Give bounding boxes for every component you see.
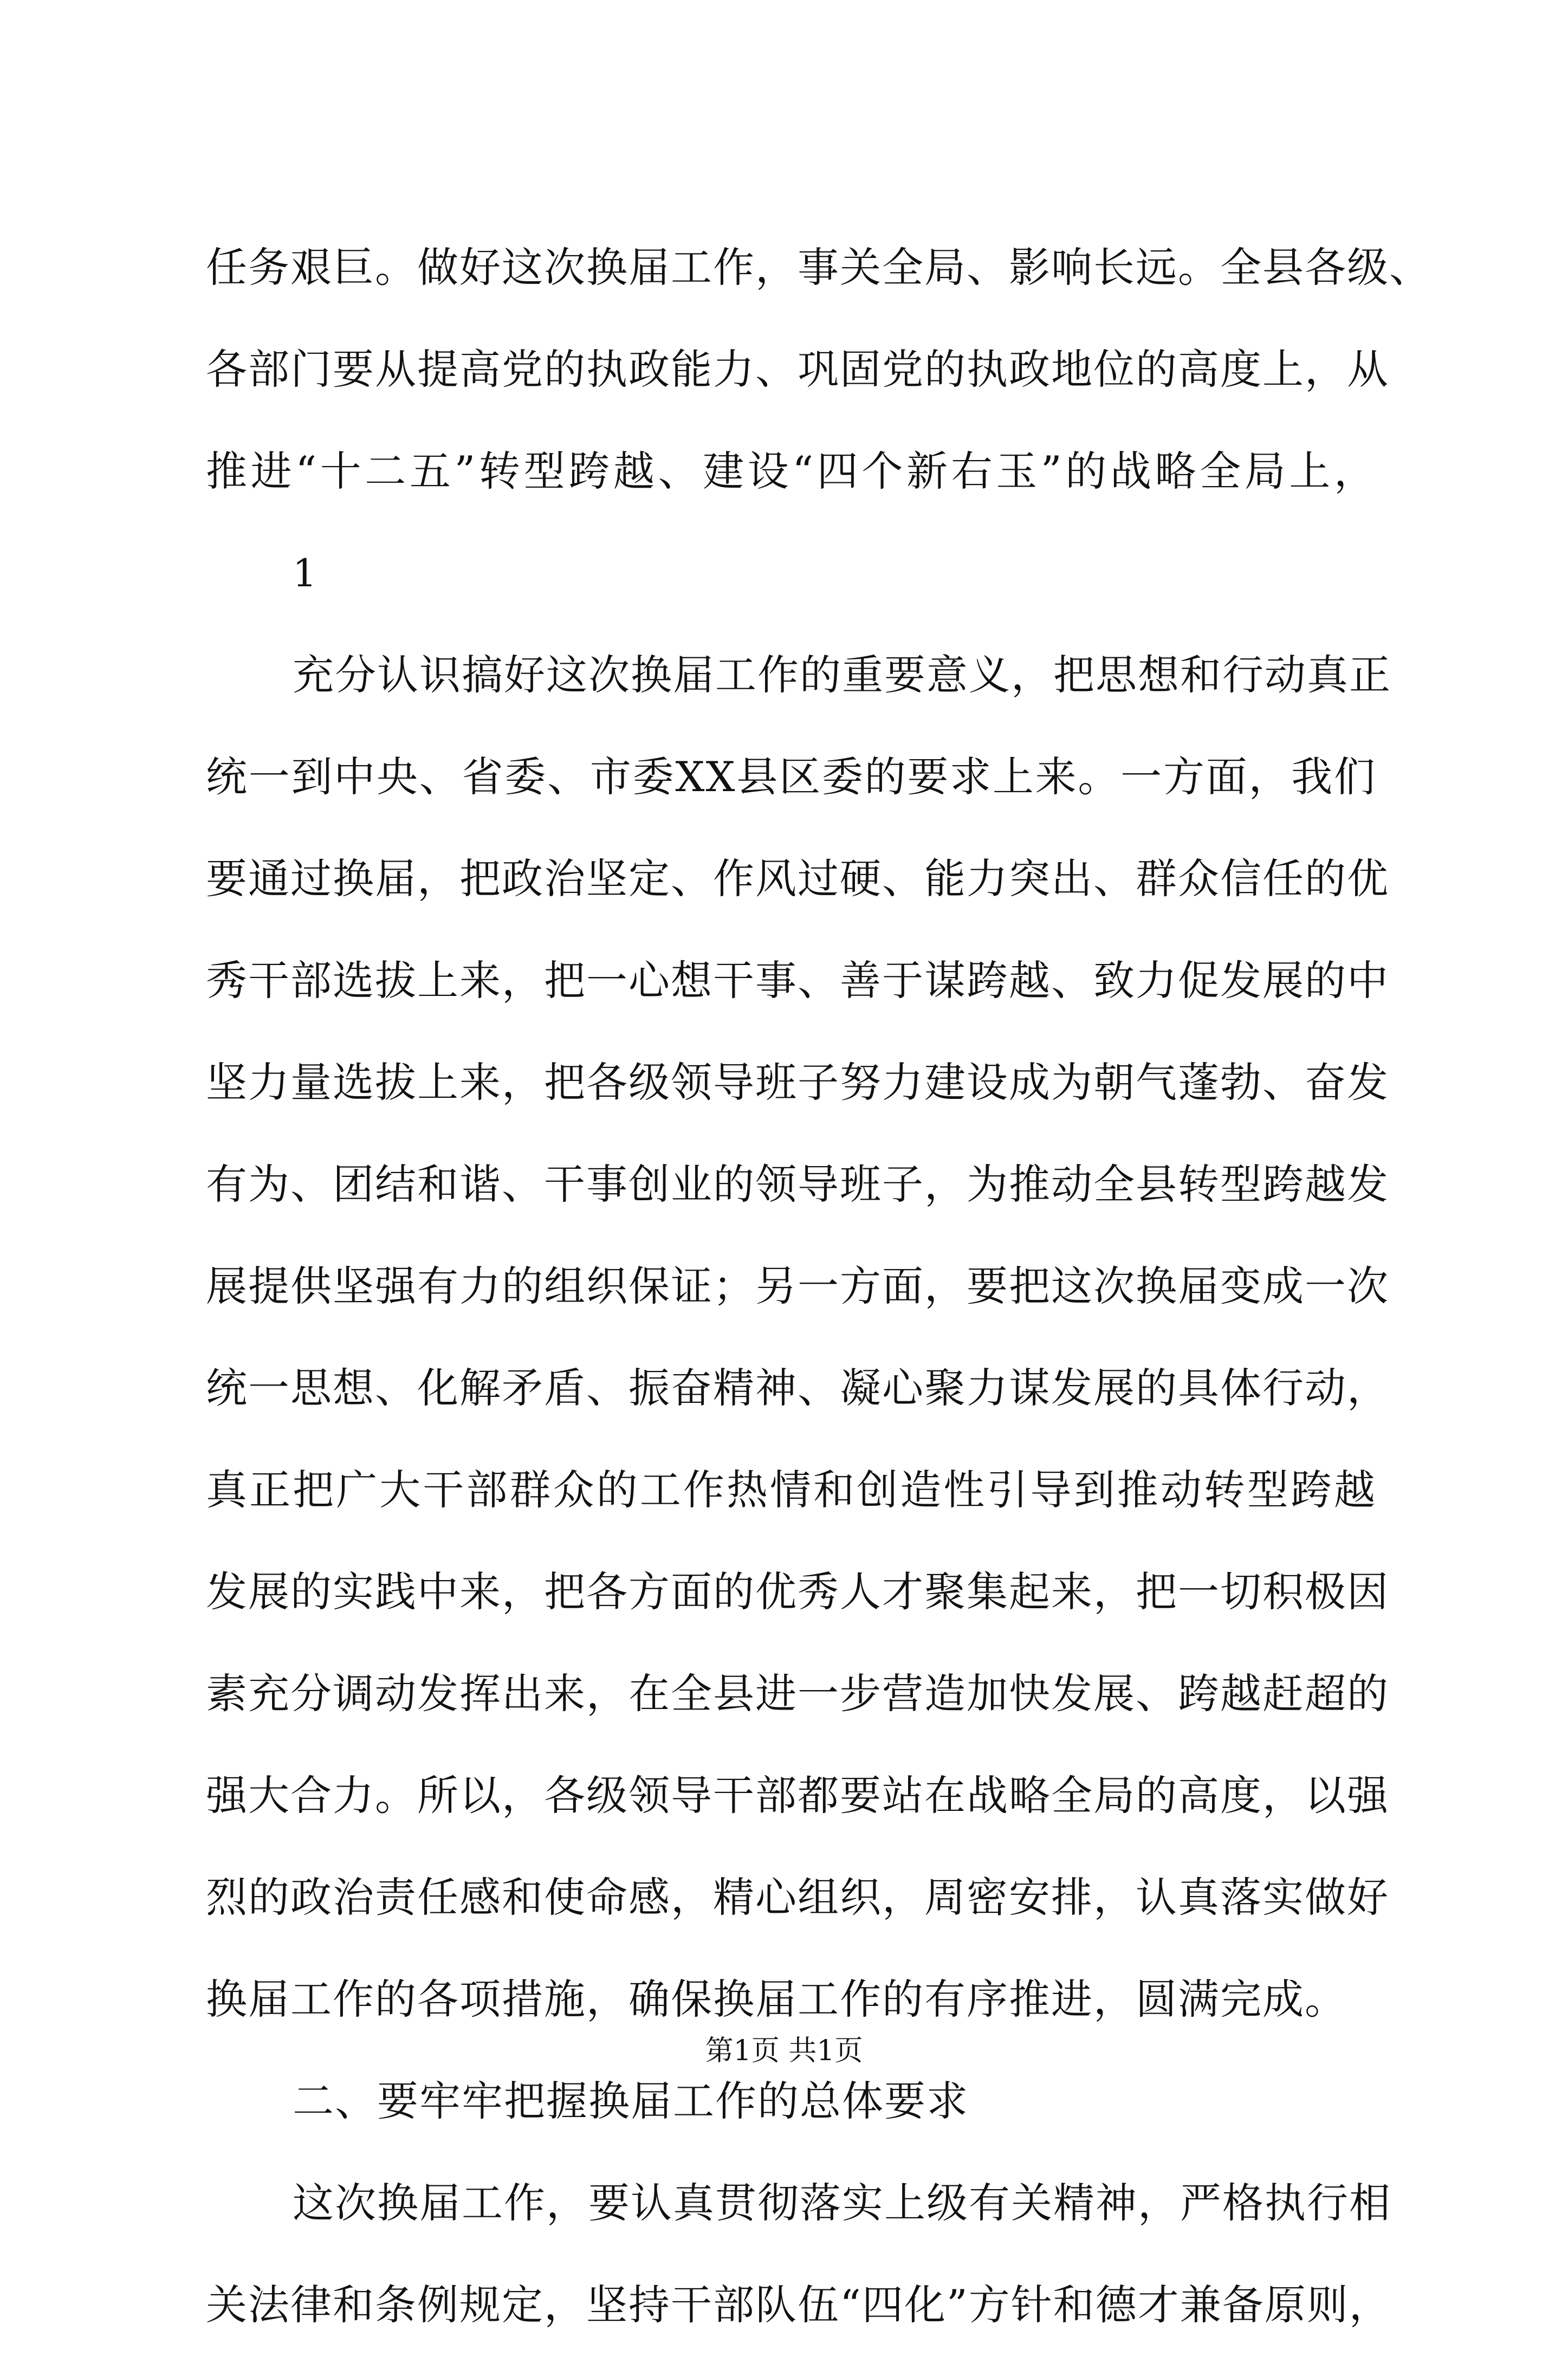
text-line: 秀干部选拔上来，把一心想干事、善于谋跨越、致力促发展的中 xyxy=(206,956,1389,1005)
text-line: 统一到中央、省委、市委XX县区委的要求上来。一方面，我们 xyxy=(206,753,1376,801)
text-line: 任务艰巨。做好这次换届工作，事关全局、影响长远。全县各级、 xyxy=(206,243,1431,292)
text-line: 展提供坚强有力的组织保证；另一方面，要把这次换届变成一次 xyxy=(206,1262,1389,1310)
text-line: 烈的政治责任感和使命感，精心组织，周密安排，认真落实做好 xyxy=(206,1873,1389,1921)
paragraph-first-line: 充分认识搞好这次换届工作的重要意义，把思想和行动真正 xyxy=(293,651,1391,699)
section-heading: 二、要牢牢把握换届工作的总体要求 xyxy=(293,2077,969,2125)
text-line: 推进“十二五”转型跨越、建设“四个新右玉”的战略全局上， xyxy=(206,447,1376,495)
text-line: 真正把广大干部群众的工作热情和创造性引导到推动转型跨越 xyxy=(206,1466,1376,1514)
text-line: 统一思想、化解矛盾、振奋精神、凝心聚力谋发展的具体行动， xyxy=(206,1364,1389,1412)
text-line: 要通过换届，把政治坚定、作风过硬、能力突出、群众信任的优 xyxy=(206,855,1389,903)
paragraph-first-line: 这次换届工作，要认真贯彻落实上级有关精神，严格执行相 xyxy=(293,2179,1391,2227)
text-line: 有为、团结和谐、干事创业的领导班子，为推动全县转型跨越发 xyxy=(206,1160,1389,1208)
text-line: 各部门要从提高党的执政能力、巩固党的执政地位的高度上，从 xyxy=(206,345,1389,393)
inline-page-number: 1 xyxy=(293,551,318,596)
paragraph-last-line: 换届工作的各项措施，确保换届工作的有序推进，圆满完成。 xyxy=(206,1975,1347,2023)
page-footer: 第1页 共1页 xyxy=(705,2035,863,2067)
text-line: 发展的实践中来，把各方面的优秀人才聚集起来，把一切积极因 xyxy=(206,1568,1389,1616)
text-line: 强大合力。所以，各级领导干部都要站在战略全局的高度，以强 xyxy=(206,1771,1389,1820)
text-line: 关法律和条例规定，坚持干部队伍“四化”方针和德才兼备原则， xyxy=(206,2281,1391,2329)
text-line: 素充分调动发挥出来，在全县进一步营造加快发展、跨越赶超的 xyxy=(206,1669,1389,1718)
text-line: 坚力量选拔上来，把各级领导班子努力建设成为朝气蓬勃、奋发 xyxy=(206,1058,1389,1106)
